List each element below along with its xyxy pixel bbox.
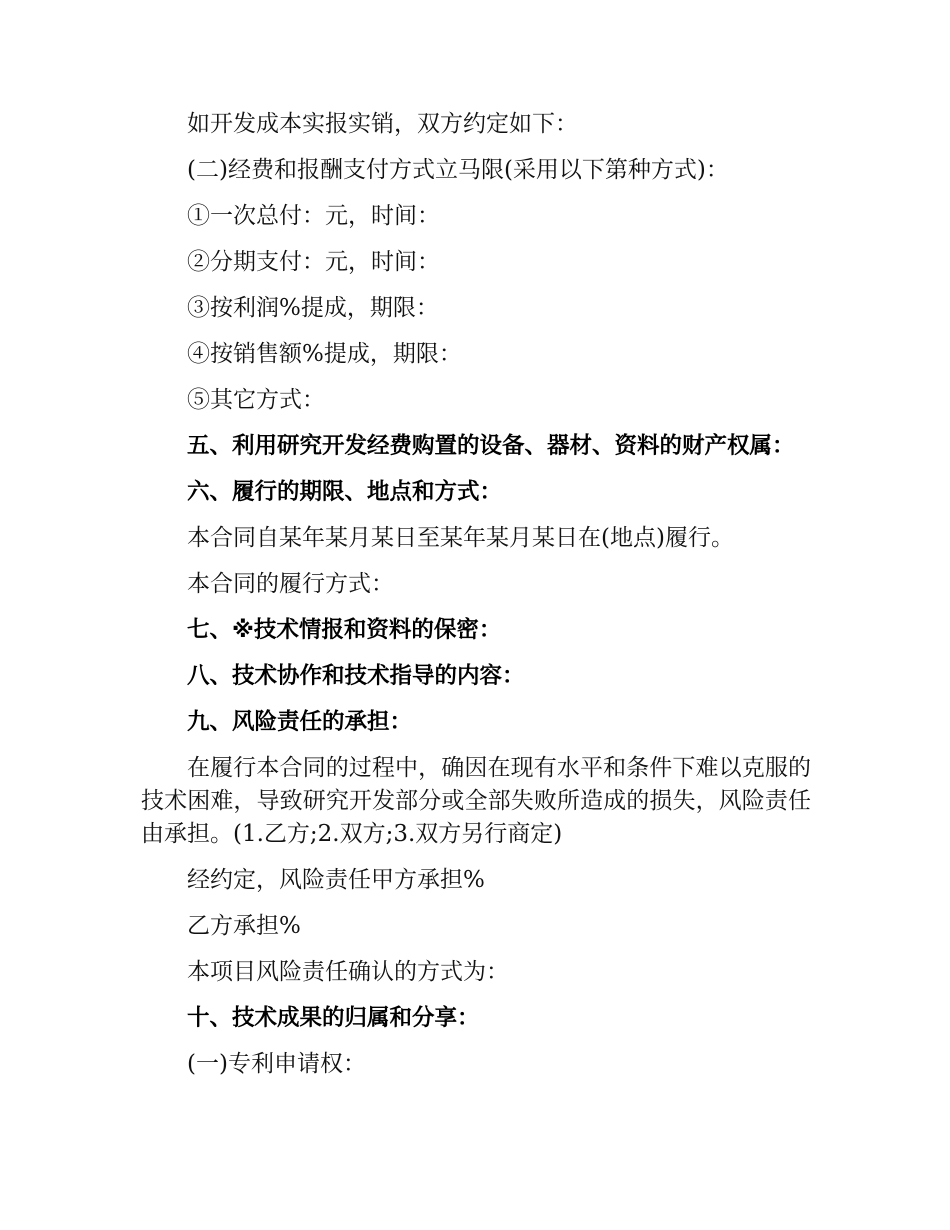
paragraph-performance-method: 本合同的履行方式： xyxy=(187,571,394,597)
paragraph-risk-party-b: 乙方承担% xyxy=(187,913,301,939)
paragraph-risk-party-a: 经约定，风险责任甲方承担% xyxy=(187,867,485,893)
paragraph-risk-description: 在履行本合同的过程中，确因在现有水平和条件下难以克服的技术困难，导致研究开发部分或全部失败所造成的损失，风险责任由承担。(1.乙方;2.双方;3.双方另行商定) xyxy=(141,755,811,847)
heading-section-7: 七、※技术情报和资料的保密： xyxy=(187,617,502,643)
paragraph-patent-right: (一)专利申请权： xyxy=(187,1051,366,1077)
paragraph-option-other: ⑤其它方式： xyxy=(187,387,325,413)
heading-section-5: 五、利用研究开发经费购置的设备、器材、资料的财产权属： xyxy=(187,433,795,459)
paragraph-payment-method: (二)经费和报酬支付方式立马限(采用以下第种方式)： xyxy=(187,157,729,183)
heading-section-6: 六、履行的期限、地点和方式： xyxy=(187,479,503,505)
paragraph-option-installment: ②分期支付：元，时间： xyxy=(187,249,440,275)
heading-section-10: 十、技术成果的归属和分享： xyxy=(187,1005,480,1031)
paragraph-option-sales-share: ④按销售额%提成，期限： xyxy=(187,341,462,367)
paragraph-performance-period: 本合同自某年某月某日至某年某月某日在(地点)履行。 xyxy=(187,525,734,551)
document-body xyxy=(141,108,811,1094)
heading-section-9: 九、风险责任的承担： xyxy=(187,709,413,735)
heading-section-8: 八、技术协作和技术指导的内容： xyxy=(187,663,525,689)
paragraph-option-lump-sum: ①一次总付：元，时间： xyxy=(187,203,440,229)
paragraph-option-profit-share: ③按利润%提成，期限： xyxy=(187,295,439,321)
paragraph-cost-settlement: 如开发成本实报实销，双方约定如下： xyxy=(187,111,578,137)
paragraph-risk-confirmation: 本项目风险责任确认的方式为： xyxy=(187,959,509,985)
